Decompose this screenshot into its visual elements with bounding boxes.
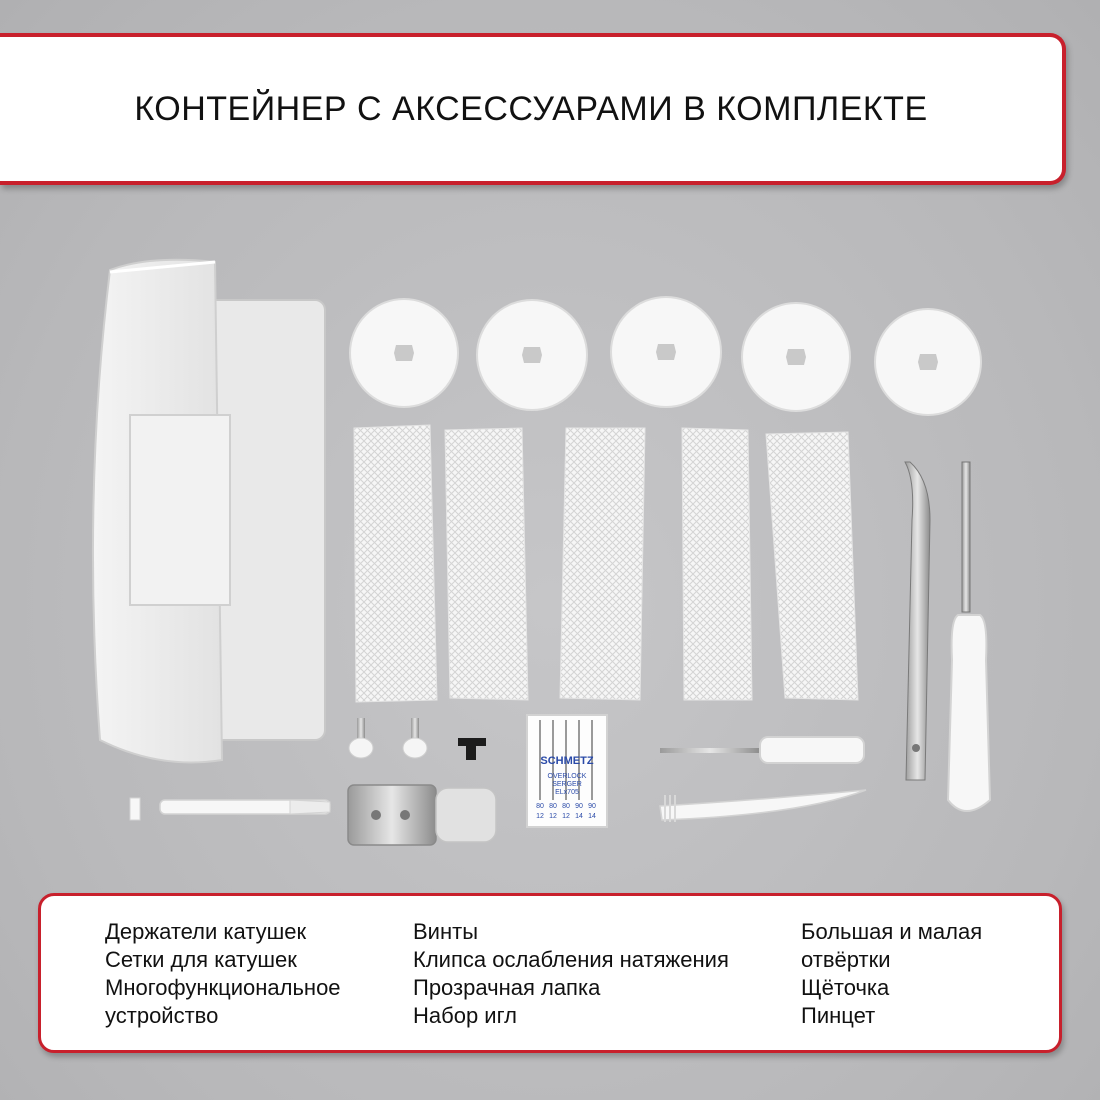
svg-text:OVERLOCK: OVERLOCK [547, 773, 587, 780]
accessories-list [38, 893, 1062, 1053]
list-item: устройство [105, 1003, 219, 1028]
svg-text:80: 80 [549, 803, 557, 810]
accessories-list-column-3 [801, 918, 982, 1030]
list-item: Винты [413, 919, 479, 944]
accessories-list-column-2 [413, 918, 729, 1030]
needle-brand-text: SCHMETZ [540, 755, 594, 767]
tension-release-clip [458, 738, 486, 760]
svg-text:ELx705: ELx705 [555, 789, 579, 796]
spool-nets [354, 425, 858, 702]
svg-text:14: 14 [575, 813, 583, 820]
spool-holders [350, 297, 981, 415]
large-screwdriver [948, 462, 990, 811]
svg-text:80: 80 [536, 803, 544, 810]
multifunction-device [130, 798, 330, 820]
tweezers [905, 462, 930, 780]
list-item: Сетки для катушек [105, 947, 297, 972]
header-banner [0, 33, 1066, 185]
svg-text:90: 90 [575, 803, 583, 810]
brush [660, 790, 866, 822]
svg-text:12: 12 [536, 813, 544, 820]
list-item: Пинцет [801, 1003, 876, 1028]
screws [349, 718, 427, 758]
list-item: Большая и малая [801, 919, 983, 944]
list-item: Держатели катушек [105, 919, 307, 944]
list-item: Щёточка [801, 975, 890, 1000]
small-screwdriver [660, 737, 864, 763]
list-item: Клипса ослабления натяжения [413, 947, 729, 972]
container-box [93, 260, 325, 763]
svg-text:12: 12 [549, 813, 557, 820]
svg-text:80: 80 [562, 803, 570, 810]
list-item: отвёртки [801, 947, 891, 972]
list-item: Многофункциональное [105, 975, 341, 1000]
list-item: Набор игл [413, 1003, 517, 1028]
needle-pack [527, 715, 607, 827]
list-item: Прозрачная лапка [413, 975, 601, 1000]
svg-text:90: 90 [588, 803, 596, 810]
accessories-list-column-1 [105, 918, 341, 1030]
svg-text:14: 14 [588, 813, 596, 820]
page-title: КОНТЕЙНЕР С АКСЕССУАРАМИ В КОМПЛЕКТЕ [134, 89, 928, 128]
svg-text:12: 12 [562, 813, 570, 820]
svg-text:SERGER: SERGER [552, 781, 582, 788]
clear-presser-foot [348, 785, 496, 845]
